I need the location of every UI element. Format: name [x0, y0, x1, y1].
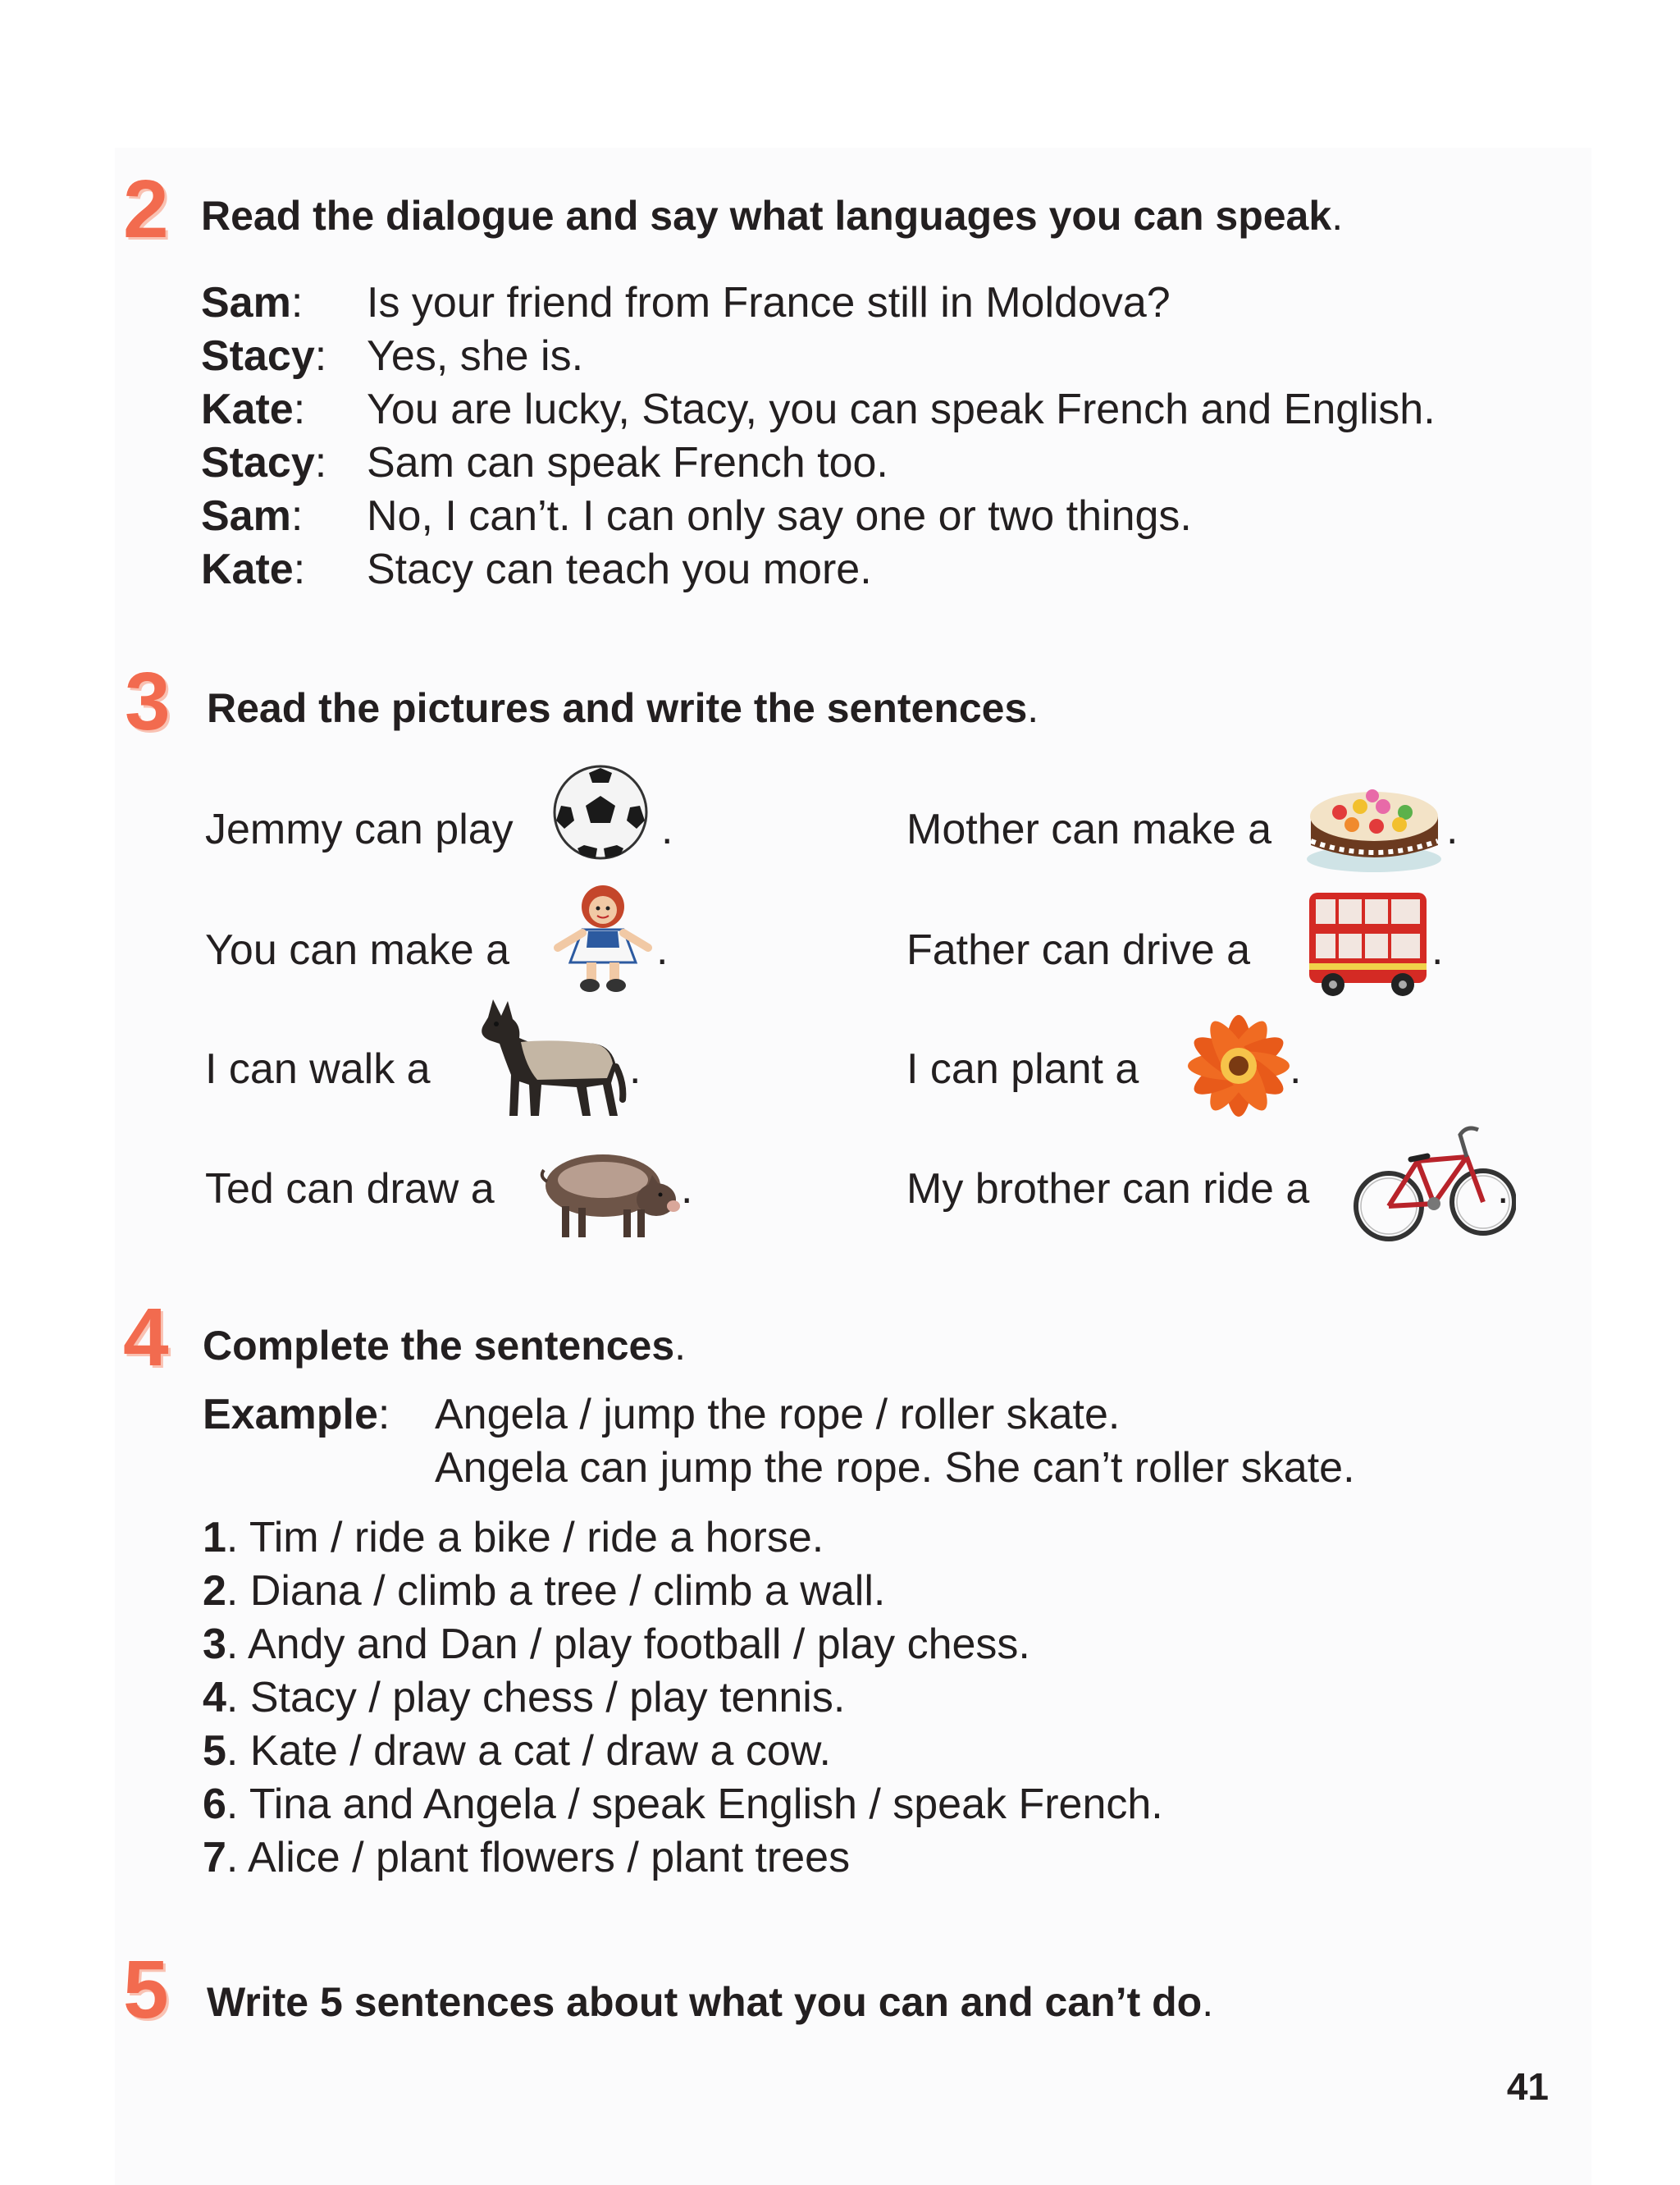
period: .: [1290, 1045, 1302, 1093]
list-item: 7. Alice / plant flowers / plant trees: [203, 1834, 851, 1881]
example-answer: Angela can jump the rope. She can’t roller skate.: [435, 1444, 1355, 1492]
exercise-4-heading: Complete the sentences.: [203, 1323, 687, 1369]
dialogue-speaker: Sam:: [201, 279, 304, 327]
pig-icon: [537, 1140, 681, 1243]
dialogue-speaker: Kate:: [201, 386, 306, 433]
picture-sentence: I can walk a: [205, 1045, 431, 1093]
dialogue-line: You are lucky, Stacy, you can speak French and English.: [367, 386, 1436, 433]
flower-icon: [1177, 1011, 1300, 1122]
list-item: 2. Diana / climb a tree / climb a wall.: [203, 1567, 886, 1615]
cake-icon: [1303, 767, 1446, 874]
exercise-4-number: 4: [123, 1291, 169, 1383]
soccer-ball-icon: [551, 763, 650, 862]
list-item: 6. Tina and Angela / speak English / speak French.: [203, 1780, 1163, 1828]
bus-icon: [1304, 888, 1431, 999]
dialogue-speaker: Kate:: [201, 546, 306, 593]
exercise-3-heading: Read the pictures and write the sentences.: [207, 685, 1039, 731]
dialogue-speaker: Stacy:: [201, 332, 327, 380]
dialogue-line: No, I can’t. I can only say one or two things.: [367, 492, 1192, 540]
picture-sentence: My brother can ride a: [906, 1165, 1310, 1213]
doll-icon: [546, 882, 660, 997]
period: .: [656, 926, 669, 974]
exercise-2-heading: Read the dialogue and say what languages you can speak.: [201, 193, 1344, 239]
example-prompt: Angela / jump the rope / roller skate.: [435, 1391, 1121, 1438]
period: .: [1446, 806, 1459, 853]
picture-sentence: Jemmy can play: [205, 806, 514, 853]
bicycle-icon: [1352, 1112, 1516, 1247]
exercise-5-heading: Write 5 sentences about what you can and can’t do.: [207, 1979, 1214, 2025]
period: .: [1431, 926, 1444, 974]
exercise-3-number: 3: [125, 656, 171, 747]
dialogue-speaker: Sam:: [201, 492, 304, 540]
list-item: 3. Andy and Dan / play football / play chess.: [203, 1620, 1030, 1668]
picture-sentence: Father can drive a: [906, 926, 1251, 974]
period: .: [661, 806, 673, 853]
page-number: 41: [1506, 2065, 1549, 2108]
dialogue-speaker: Stacy:: [201, 439, 327, 487]
list-item: 4. Stacy / play chess / play tennis.: [203, 1674, 846, 1721]
dialogue-line: Is your friend from France still in Moldova?: [367, 279, 1171, 327]
dialogue-line: Sam can speak French too.: [367, 439, 888, 487]
example-label: Example:: [203, 1391, 390, 1438]
period: .: [1497, 1165, 1509, 1213]
period: .: [629, 1045, 641, 1093]
dog-icon: [472, 993, 628, 1124]
list-item: 1. Tim / ride a bike / ride a horse.: [203, 1514, 824, 1561]
exercise-5-number: 5: [123, 1944, 169, 2036]
picture-sentence: I can plant a: [906, 1045, 1139, 1093]
picture-sentence: You can make a: [205, 926, 510, 974]
list-item: 5. Kate / draw a cat / draw a cow.: [203, 1727, 831, 1775]
period: .: [681, 1165, 693, 1213]
picture-sentence: Ted can draw a: [205, 1165, 495, 1213]
dialogue-line: Stacy can teach you more.: [367, 546, 872, 593]
picture-sentence: Mother can make a: [906, 806, 1272, 853]
dialogue-line: Yes, she is.: [367, 332, 584, 380]
exercise-2-number: 2: [123, 163, 169, 255]
